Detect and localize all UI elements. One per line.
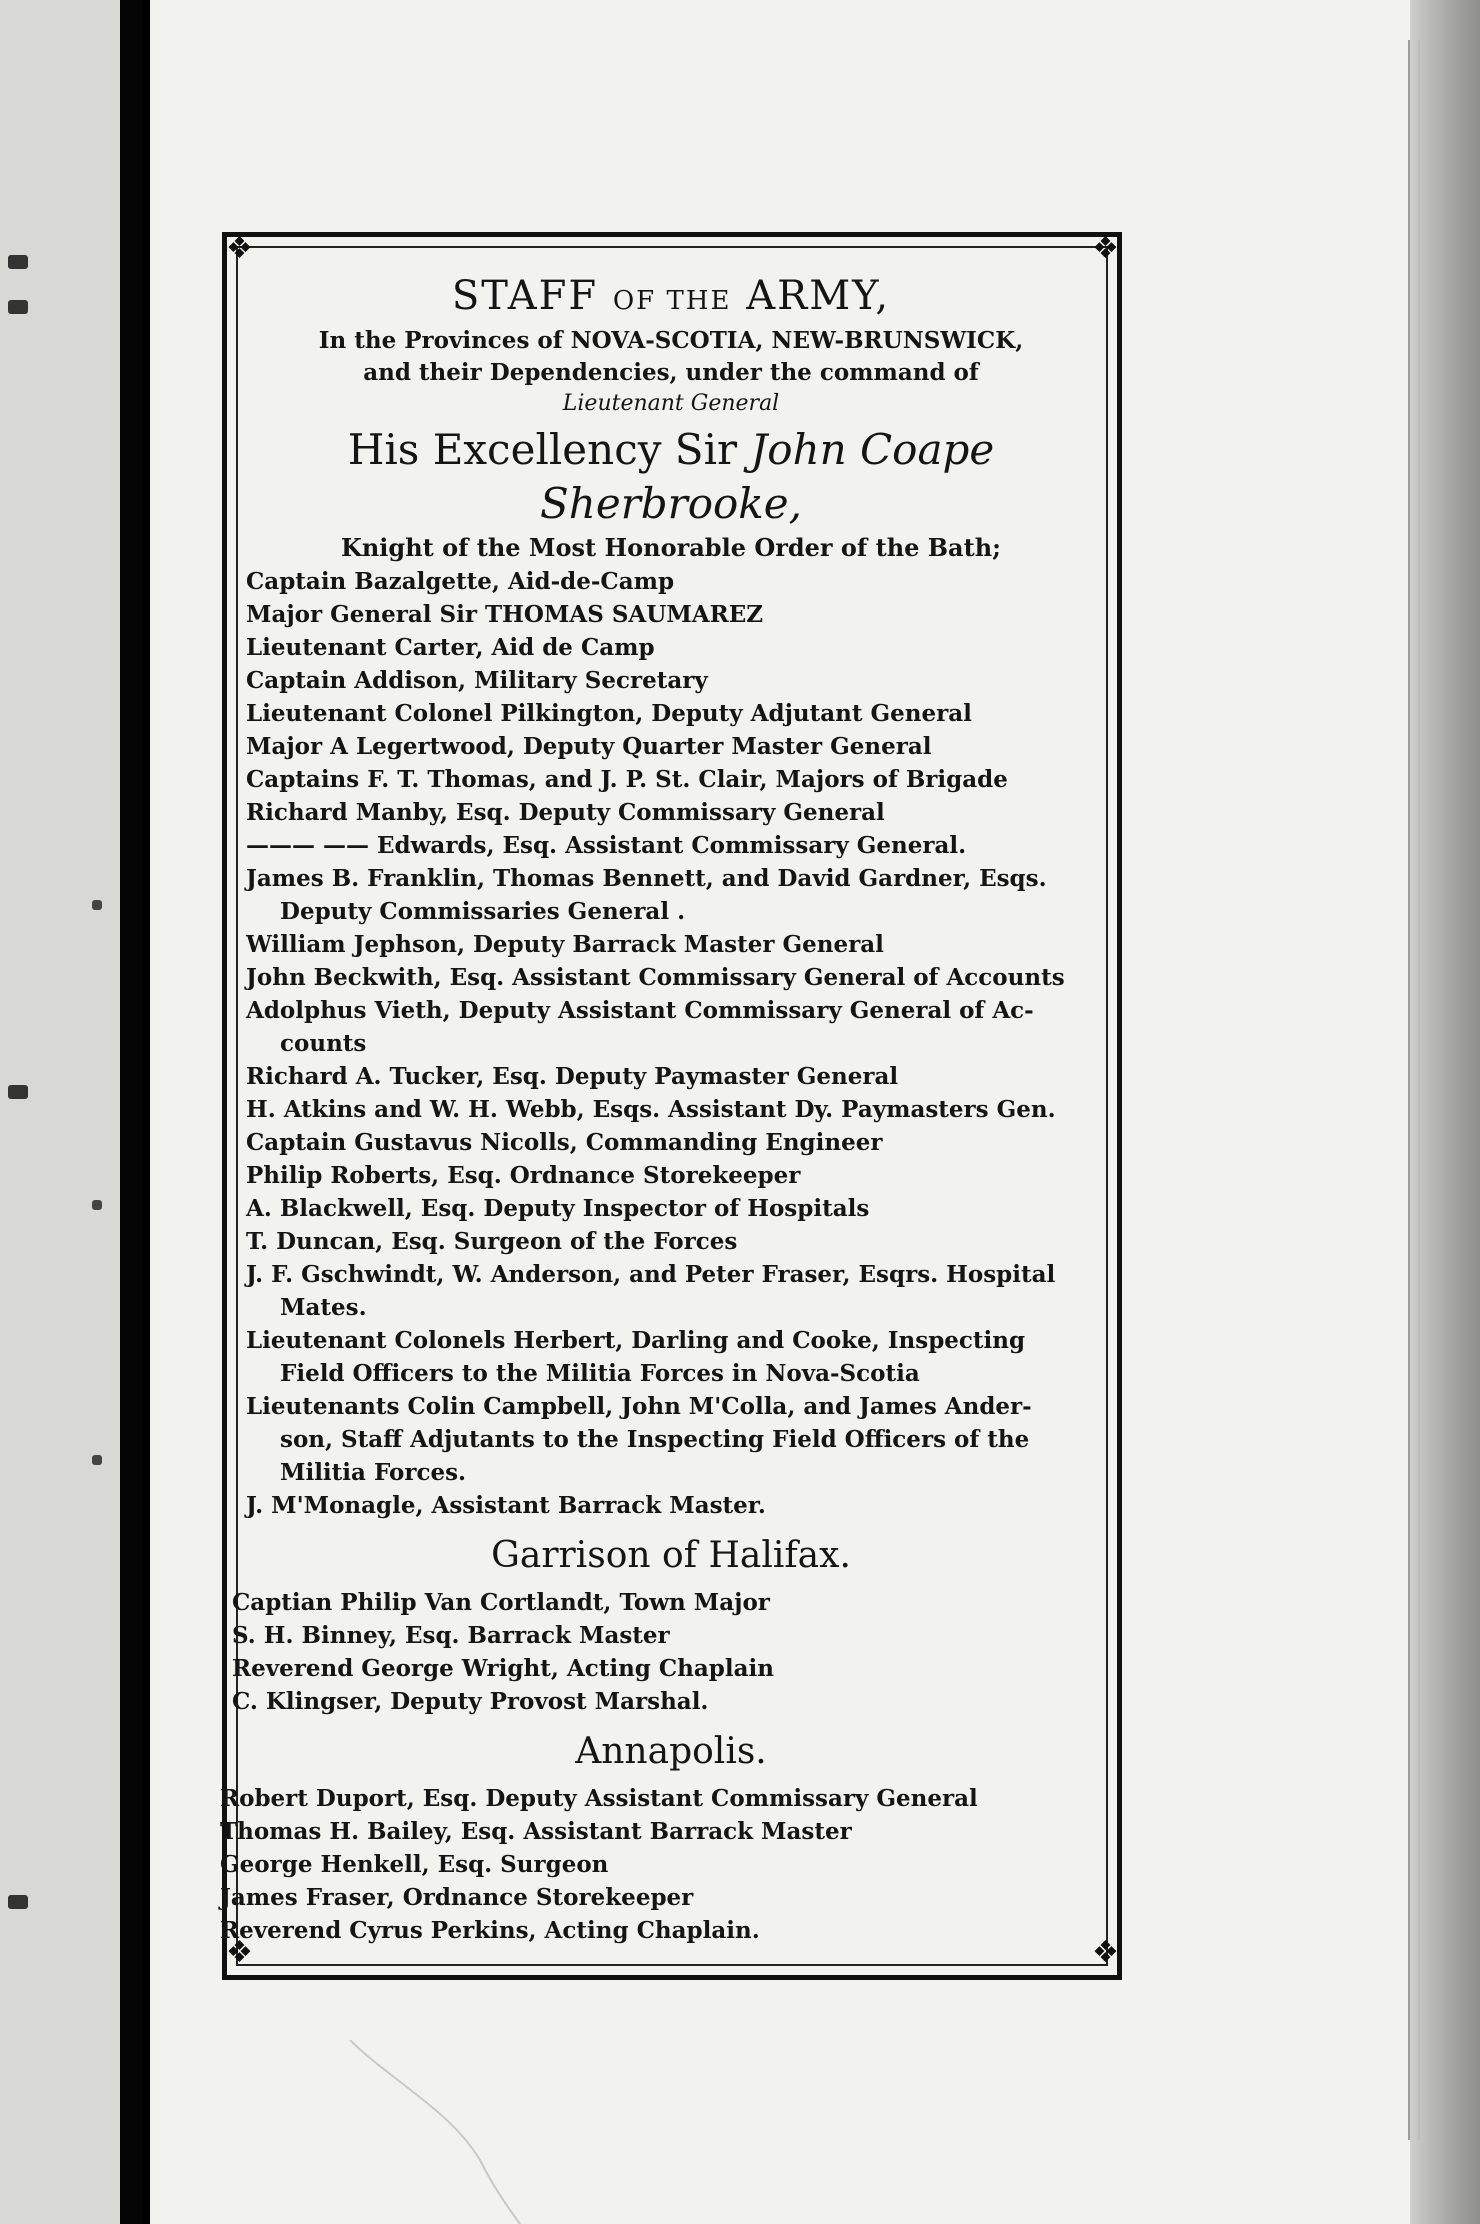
section-title-annapolis: Annapolis. — [575, 1731, 767, 1772]
list-item: George Henkell, Esq. Surgeon — [220, 1851, 609, 1878]
page-stack-lines — [1408, 40, 1420, 2140]
title-main: STAFF — [451, 273, 599, 319]
tear-line — [350, 2040, 520, 2224]
list-item: Mates. — [280, 1294, 367, 1321]
title-army: ARMY, — [746, 273, 891, 319]
list-item: A. Blackwell, Esq. Deputy Inspector of Hospitals — [246, 1195, 870, 1222]
list-item: counts — [280, 1030, 367, 1057]
list-item: Richard Manby, Esq. Deputy Commissary General — [246, 799, 885, 826]
list-item: J. F. Gschwindt, W. Anderson, and Peter Fraser, Esqrs. Hospital — [246, 1261, 1056, 1288]
ornament-corner-icon: ❖ — [226, 231, 253, 266]
previous-page-sliver — [0, 0, 120, 2224]
print-fragment — [8, 1085, 28, 1099]
list-item: William Jephson, Deputy Barrack Master General — [246, 931, 884, 958]
list-item: Thomas H. Bailey, Esq. Assistant Barrack Master — [220, 1818, 852, 1845]
ornament-corner-icon: ❖ — [226, 1935, 253, 1970]
list-item: S. H. Binney, Esq. Barrack Master — [232, 1622, 670, 1649]
print-fragment — [8, 1895, 28, 1909]
print-fragment — [8, 255, 28, 269]
page-title — [246, 272, 1096, 325]
page-stack-edge — [1410, 0, 1480, 2224]
list-item: Major A Legertwood, Deputy Quarter Master General — [246, 733, 932, 760]
list-item: Captain Bazalgette, Aid-de-Camp — [246, 568, 675, 595]
paper-tear-mark — [150, 2040, 1410, 2224]
ornament-corner-icon: ❖ — [1092, 1935, 1119, 1970]
list-item: Robert Duport, Esq. Deputy Assistant Commissary General — [220, 1785, 978, 1812]
list-item: H. Atkins and W. H. Webb, Esqs. Assistant Dy. Paymasters Gen. — [246, 1096, 1056, 1123]
list-item: T. Duncan, Esq. Surgeon of the Forces — [246, 1228, 738, 1255]
commander-line — [246, 423, 1096, 531]
print-fragment — [92, 1455, 102, 1465]
list-item: Lieutenant Colonel Pilkington, Deputy Adjutant General — [246, 700, 972, 727]
print-fragment — [92, 1200, 102, 1210]
list-item: James B. Franklin, Thomas Bennett, and David Gardner, Esqs. — [246, 865, 1047, 892]
list-item: C. Klingser, Deputy Provost Marshal. — [232, 1688, 709, 1715]
list-item: Adolphus Vieth, Deputy Assistant Commissary General of Ac- — [246, 997, 1034, 1024]
title-of-the: OF THE — [612, 286, 732, 316]
print-fragment — [8, 300, 28, 314]
list-item: Deputy Commissaries General . — [280, 898, 686, 925]
list-item: James Fraser, Ordnance Storekeeper — [220, 1884, 694, 1911]
commander-prefix: His Excellency Sir — [347, 425, 738, 474]
ornament-corner-icon: ❖ — [1092, 231, 1119, 266]
garrison-entries — [232, 1586, 1096, 1718]
list-item: Reverend Cyrus Perkins, Acting Chaplain. — [220, 1917, 760, 1944]
list-item: Captain Addison, Military Secretary — [246, 667, 708, 694]
list-item: Captain Gustavus Nicolls, Commanding Engineer — [246, 1129, 883, 1156]
list-item: Lieutenant Colonels Herbert, Darling and Cooke, Inspecting — [246, 1327, 1026, 1354]
list-item: Militia Forces. — [280, 1459, 467, 1486]
heading-line-3: Lieutenant General — [562, 391, 780, 416]
list-item: Field Officers to the Militia Forces in Nova-Scotia — [280, 1360, 920, 1387]
staff-entries — [246, 565, 1096, 1522]
list-item: Lieutenants Colin Campbell, John M'Colla, and James Ander- — [246, 1393, 1032, 1420]
commander-name: John Coape Sherbrooke, — [540, 425, 995, 528]
list-item: Philip Roberts, Esq. Ordnance Storekeeper — [246, 1162, 801, 1189]
list-item: Major General Sir THOMAS SAUMAREZ — [246, 601, 764, 628]
annapolis-entries — [220, 1782, 1096, 1947]
list-item: Captains F. T. Thomas, and J. P. St. Clair, Majors of Brigade — [246, 766, 1008, 793]
staff-list-text — [220, 272, 1096, 1947]
list-item: Captian Philip Van Cortlandt, Town Major — [232, 1589, 770, 1616]
commander-order: Knight of the Most Honorable Order of the Bath; — [340, 533, 1001, 562]
list-item: John Beckwith, Esq. Assistant Commissary General of Accounts — [246, 964, 1065, 991]
section-title-garrison: Garrison of Halifax. — [491, 1535, 851, 1576]
print-fragment — [92, 900, 102, 910]
heading-line-2: and their Dependencies, under the command of — [363, 359, 979, 386]
list-item: Lieutenant Carter, Aid de Camp — [246, 634, 655, 661]
list-item: Reverend George Wright, Acting Chaplain — [232, 1655, 774, 1682]
list-item: ——— —— Edwards, Esq. Assistant Commissary General. — [246, 832, 967, 859]
heading-line-1: In the Provinces of NOVA-SCOTIA, NEW-BRUNSWICK, — [318, 327, 1024, 354]
list-item: son, Staff Adjutants to the Inspecting Field Officers of the — [280, 1426, 1030, 1453]
list-item: Richard A. Tucker, Esq. Deputy Paymaster General — [246, 1063, 899, 1090]
list-item: J. M'Monagle, Assistant Barrack Master. — [246, 1492, 766, 1519]
book-gutter — [120, 0, 142, 2224]
